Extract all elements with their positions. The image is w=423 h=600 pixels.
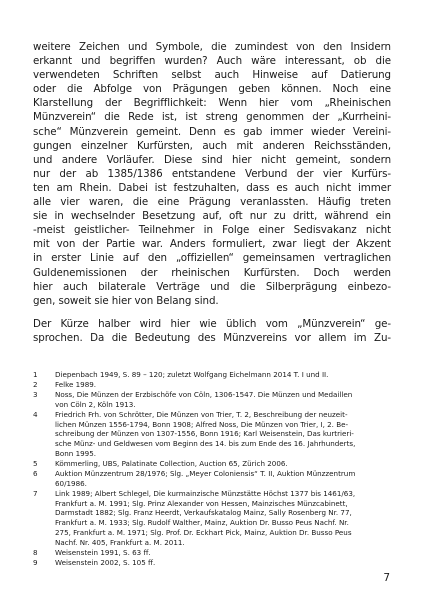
footnotes <box>33 370 391 567</box>
footnote-line: Weisenstein 2002, S. 105 ff. <box>55 557 156 567</box>
footnote-line: sche Münz- und Geldwesen vom Beginn des 14. bis zum Ende des 16. Jahrhunderts, <box>55 439 356 449</box>
text-line: weitere Zeichen und Symbole, die zumindest von den Insidern <box>33 41 391 53</box>
footnote-text <box>55 370 391 380</box>
footnote-text <box>55 410 391 459</box>
paragraph-2 <box>33 317 391 345</box>
footnote-number: 4 <box>33 409 38 419</box>
text-line: sche“ Münzverein gemeint. Denn es gab immer wieder Vereini- <box>33 125 391 138</box>
footnote-number: 2 <box>33 380 38 390</box>
footnote-text <box>55 469 391 489</box>
footnote-line: Bonn 1995. <box>55 448 97 458</box>
footnote-number: 8 <box>33 547 38 557</box>
text-line: ten am Rhein. Dabei ist festzuhalten, dass es auch nicht immer <box>33 181 391 194</box>
text-line: hier auch bilaterale Verträge und die Silberprägung einbezo- <box>33 280 391 293</box>
footnote <box>33 390 391 410</box>
text-line: Klarstellung der Begrifflichkeit: Wenn hier vom „Rheinischen <box>33 97 391 110</box>
text-line: Der Kürze halber wird hier wie üblich vom „Münzverein“ ge- <box>33 317 391 330</box>
text-line: oder die Abfolge von Prägungen geben können. Noch eine <box>33 83 391 96</box>
text-line: mit von der Partie war. Anders formuliert, zwar liegt der Akzent <box>33 238 391 251</box>
text-line: -meist geistlicher- Teilnehmer in Folge einer Sedisvakanz nicht <box>33 224 391 237</box>
text-line: in erster Linie auf den „offiziellen“ gemeinsamen vertraglichen <box>33 252 391 265</box>
text-line: sie in wechselnder Besetzung auf, oft nur zu dritt, während ein <box>33 210 391 223</box>
text-line: und andere Vorläufer. Diese sind hier nicht gemeint, sondern <box>33 153 391 166</box>
footnote-line: Weisenstein 1991, S. 63 ff. <box>55 547 151 557</box>
footnote-line: von Cöln 2, Köln 1913. <box>55 399 136 409</box>
footnote <box>33 459 391 469</box>
footnote-text <box>55 380 391 390</box>
footnote-line: Felke 1989. <box>55 380 97 390</box>
footnote-number: 7 <box>33 488 38 498</box>
footnote-line: Nachf. Nr. 405, Frankfurt a. M. 2011. <box>55 537 185 547</box>
footnote-number: 3 <box>33 390 38 400</box>
footnote-text <box>55 489 391 548</box>
footnote-text <box>55 558 391 568</box>
footnote-line: Frankfurt a. M. 1933; Slg. Rudolf Walther, Mainz, Auktion Dr. Busso Peus Nachf. Nr. <box>55 518 349 528</box>
text-line: Münzverein“ die Rede ist, ist streng genommen der „Kurrheini- <box>33 111 391 124</box>
footnote <box>33 548 391 558</box>
text-line: Guldenemissionen der rheinischen Kurfürsten. Doch werden <box>33 266 391 279</box>
footnote-line: lichen Münzen 1556-1794, Bonn 1908; Alfred Noss, Die Münzen von Trier, I, 2. Be- <box>55 419 349 429</box>
text-line: erkannt und begriffen wurden? Auch wäre interessant, ob die <box>33 55 391 68</box>
footnote-number: 6 <box>33 468 38 478</box>
text-line: nur der ab 1385/1386 entstandene Verbund der vier Kurfürs- <box>33 167 391 180</box>
text-line: sprochen. Da die Bedeutung des Münzvereins vor allem im Zu- <box>33 331 391 344</box>
footnote-number: 1 <box>33 370 38 379</box>
footnote <box>33 469 391 489</box>
footnote-line: Kömmerling, UBS, Palatinate Collection, Auction 65, Zürich 2006. <box>55 458 288 468</box>
footnote-text <box>55 390 391 410</box>
footnote <box>33 558 391 568</box>
footnote-line: Link 1989; Albert Schlegel, Die kurmainzische Münzstätte Höchst 1377 bis 1461/63, <box>55 488 356 498</box>
footnote-line: Darmstadt 1882; Slg. Franz Heerdt, Verkaufskatalog Mainz, Sally Rosenberg Nr. 77, <box>55 508 352 518</box>
footnote <box>33 410 391 459</box>
page-number: 7 <box>383 572 390 584</box>
footnote-line: Auktion Münzzentrum 28/1976; Slg. „Meyer Coloniensis“ T. II, Auktion Münzzentrum <box>55 468 356 478</box>
text-line: gen, soweit sie hier von Belang sind. <box>33 294 219 307</box>
footnote-line: Frankfurt a. M. 1991; Slg. Prinz Alexander von Hessen, Mainzisches Münzcabinett, <box>55 498 348 508</box>
text-line: alle vier waren, die eine Prägung veranlassten. Häufig treten <box>33 196 391 209</box>
footnote <box>33 489 391 548</box>
footnote-text <box>55 459 391 469</box>
main-text <box>33 40 391 345</box>
text-line: gungen einzelner Kurfürsten, auch mit anderen Reichsständen, <box>33 139 391 152</box>
footnote <box>33 380 391 390</box>
footnote-number: 5 <box>33 458 38 468</box>
footnote-line: 60/1986. <box>55 478 87 488</box>
footnote-line: 275, Frankfurt a. M. 1971; Slg. Prof. Dr. Eckhart Pick, Mainz, Auktion Dr. Busso Peus <box>55 527 352 537</box>
footnote-line: Noss, Die Münzen der Erzbischöfe von Cöln, 1306-1547. Die Münzen und Medaillen <box>55 390 353 400</box>
footnote-text <box>55 548 391 558</box>
footnote-line: Friedrich Frh. von Schrötter, Die Münzen von Trier, T. 2, Beschreibung der neuzeit- <box>55 409 348 419</box>
paragraph-1 <box>33 40 391 308</box>
footnote-line: schreibung der Münzen von 1307-1556, Bonn 1916; Karl Weisenstein, Das kurtrieri- <box>55 429 354 439</box>
footnote <box>33 370 391 380</box>
footnote-line: Diepenbach 1949, S. 89 – 120; zuletzt Wolfgang Eichelmann 2014 T. I und II. <box>55 370 329 379</box>
footnote-number: 9 <box>33 557 38 567</box>
text-line: verwendeten Schriften selbst auch Hinweise auf Datierung <box>33 69 391 82</box>
